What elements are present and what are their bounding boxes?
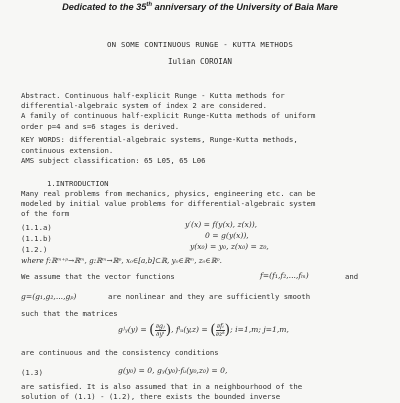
paper-author: Iulian COROIAN xyxy=(167,57,232,66)
section-heading-introduction: 1.INTRODUCTION xyxy=(47,179,109,188)
jacobian-g-numerator: ∂gⱼ xyxy=(155,321,165,330)
abstract-line-3: A family of continuous half-explicit Runge-Kutta methods of uniform xyxy=(21,111,316,120)
jacobian-g-denominator: ∂yⁱ xyxy=(156,329,165,338)
right-paren-icon: ) xyxy=(224,322,231,338)
vector-function-f: f=(f₁,f₂,...,fₘ) xyxy=(260,271,309,280)
index-range: ; i=1,m; j=1,m, xyxy=(230,325,289,334)
equation-label-1-3: (1.3) xyxy=(21,368,43,377)
equation-1-1-b: 0 = g(y(x)), xyxy=(205,231,249,240)
jacobian-g-lhs: gʲᵧ(y) = xyxy=(118,325,147,334)
assumption-line-1-text: We assume that the vector functions xyxy=(21,272,175,281)
intro-para2-line-1: are satisfied. It is also assumed that in a neighbourhood of the xyxy=(21,382,303,391)
keywords-line-2: continuous extension. xyxy=(21,146,114,155)
domain-definition-line: where f:ℝᵐ⁺ᵖ→ℝᵐ, g:ℝᵐ→ℝᵖ, x₀∈[a,b]⊂ℝ, y₀∈ℝᵐ, z₀∈ℝᵖ. xyxy=(21,256,222,265)
right-paren-icon: ) xyxy=(165,322,172,338)
jacobian-definitions xyxy=(118,322,289,338)
equation-label-1-1-b: (1.1.b) xyxy=(21,234,52,243)
left-paren-icon: ( xyxy=(149,322,155,338)
abstract-line-2: differential-algebraic system of index 2 are considered. xyxy=(21,101,268,110)
vector-function-g: g=(g₁,g₂,...,gₚ) xyxy=(21,292,77,301)
jacobian-f-fraction xyxy=(216,323,225,338)
equation-1-3: g(y₀) = 0, gᵧ(y₀)·fᵤ(y₀,z₀) = 0, xyxy=(118,366,228,375)
jacobian-f-lhs: , fⁱᵤ(y,z) = xyxy=(171,325,208,334)
assumption-line-2-text: are nonlinear and they are sufficiently smooth xyxy=(108,292,311,301)
equation-label-1-2: (1.2.) xyxy=(21,245,48,254)
such-that-line: such that the matrices xyxy=(21,309,118,318)
left-paren-icon: ( xyxy=(210,322,216,338)
keywords-line-1: KEY WORDS: differential-algebraic systems, Runge-Kutta methods, xyxy=(21,135,298,144)
abstract-line-1: Abstract. Continuous half-explicit Runge - Kutta methods for xyxy=(21,91,285,100)
assumption-and: and xyxy=(345,272,359,281)
jacobian-f-denominator: ∂zᵏ xyxy=(215,329,225,338)
intro-para1-line-1: Many real problems from mechanics, physics, engineering etc. can be xyxy=(21,189,316,198)
continuity-line: are continuous and the consistency conditions xyxy=(21,348,219,357)
abstract-line-4: order p=4 and s=6 stages is derived. xyxy=(21,122,180,131)
equation-label-1-1-a: (1.1.a) xyxy=(21,223,52,232)
equation-1-1-a: y′(x) = f(y(x), z(x)), xyxy=(185,220,258,229)
jacobian-g-fraction xyxy=(155,323,166,338)
intro-para1-line-2: modeled by initial value problems for differential-algebraic system xyxy=(21,199,316,208)
intro-para2-line-2: solution of (1.1) - (1.2), there exists the bounded inverse xyxy=(21,392,281,401)
paper-title: ON SOME CONTINUOUS RUNGE - KUTTA METHODS xyxy=(107,40,293,49)
dedication-line: Dedicated to the 35th anniversary of the University of Baia Mare xyxy=(62,2,338,13)
jacobian-f-numerator: ∂fᵢ xyxy=(216,321,224,330)
keywords-line-3: AMS subject classification: 65 L05, 65 L06 xyxy=(21,156,206,165)
equation-1-2: y(x₀) = y₀, z(x₀) = z₀, xyxy=(190,242,269,251)
intro-para1-line-3: of the form xyxy=(21,209,70,218)
